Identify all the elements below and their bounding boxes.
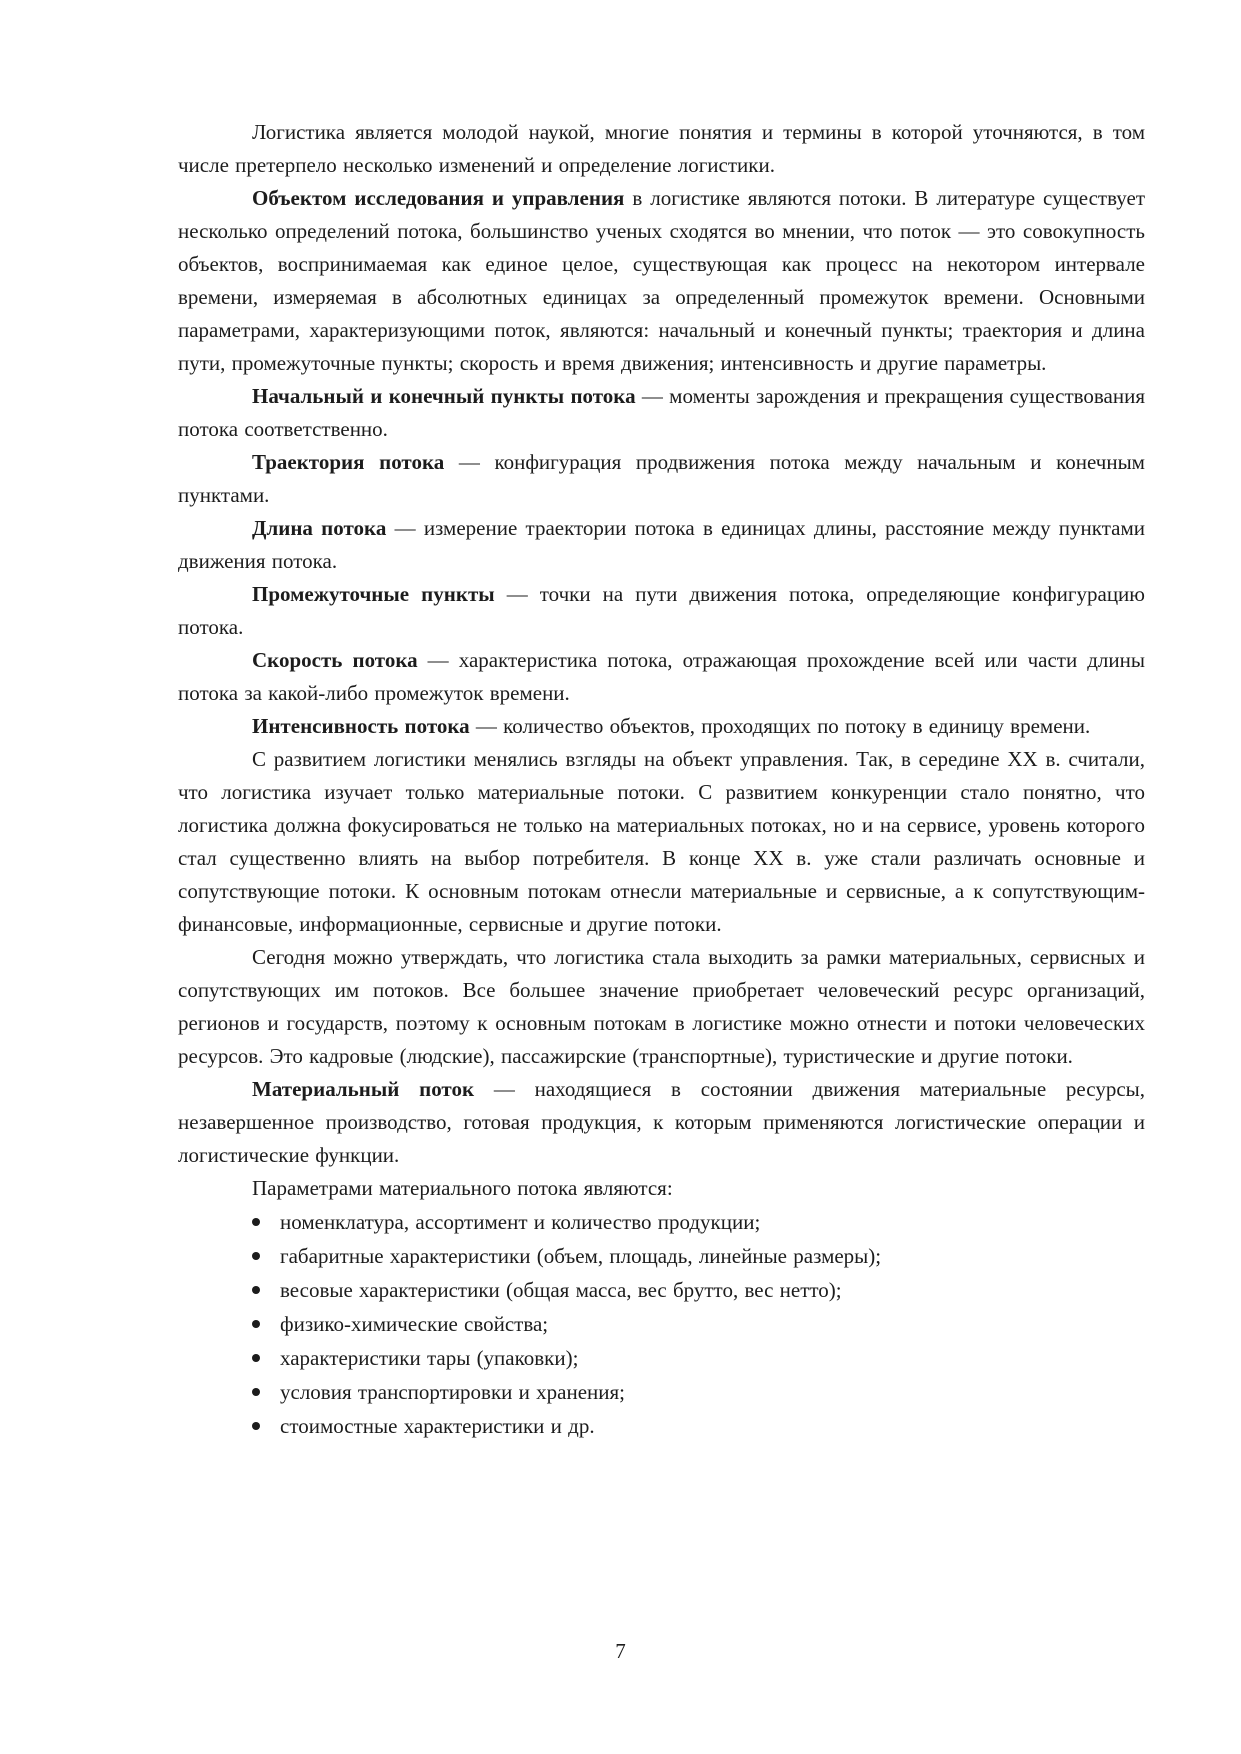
paragraph-text: С развитием логистики менялись взгляды на объект управления. Так, в середине XX в. считали, что логистика изучает только материальные потоки. С развитием конкуренции стало понятно, что логистика должна фокусироваться не только на материальных потоках, но и на сервисе, уровень которого стал существенно влиять на выбор потребителя. В конце XX в. уже стали различать основные и сопутствующие потоки. К основным потокам отнесли материальные и сервисные, а к сопутствующим- финансовые, информационные, сервисные и другие потоки. xyxy=(178,747,1145,936)
term-speed: Скорость потока xyxy=(252,648,418,672)
paragraph-speed xyxy=(178,644,1145,710)
paragraph-history xyxy=(178,743,1145,941)
paragraph-text: Сегодня можно утверждать, что логистика стала выходить за рамки материальных, сервисных и сопутствующих им потоков. Все большее значение приобретает человеческий ресурс организаций, регионов и государств, поэтому к основным потокам в логистике можно отнести и потоки человеческих ресурсов. Это кадровые (людские), пассажирские (транспортные), туристические и другие потоки. xyxy=(178,945,1145,1068)
list-item xyxy=(178,1205,1145,1239)
list-item xyxy=(178,1341,1145,1375)
paragraph-intro xyxy=(178,116,1145,182)
paragraph-text: — конфигурация продвижения потока между начальным и конечным пунктами. xyxy=(178,450,1145,507)
paragraph-text: в логистике являются потоки. В литературе существует несколько определений потока, большинство ученых сходятся во мнении, что поток — это совокупность объектов, воспринимаемая как единое целое, существующая как процесс на некотором интервале времени, измеряемая в абсолютных единицах за определенный промежуток времени. Основными параметрами, характеризующими поток, являются: начальный и конечный пункты; траектория и длина пути, промежуточные пункты; скорость и время движения; интенсивность и другие параметры. xyxy=(178,186,1146,375)
page-number: 7 xyxy=(615,1639,626,1663)
list-item xyxy=(178,1273,1145,1307)
bullet-icon xyxy=(252,1354,260,1362)
paragraph-material-flow xyxy=(178,1073,1145,1172)
paragraph-parameters-intro xyxy=(178,1172,1145,1205)
bullet-icon xyxy=(252,1388,260,1396)
paragraph-start-end-points xyxy=(178,380,1145,446)
list-item-text: весовые характеристики (общая масса, вес брутто, вес нетто); xyxy=(280,1278,842,1302)
paragraph-text: — измерение траектории потока в единицах длины, расстояние между пунктами движения потока. xyxy=(178,516,1145,573)
paragraph-text: — количество объектов, проходящих по потоку в единицу времени. xyxy=(469,714,1091,738)
bullet-icon xyxy=(252,1320,260,1328)
term-object-of-study: Объектом исследования и управления xyxy=(252,186,625,210)
bullet-icon xyxy=(252,1422,260,1430)
paragraph-text: — моменты зарождения и прекращения существования потока соответственно. xyxy=(178,384,1145,441)
term-material-flow: Материальный поток xyxy=(252,1077,475,1101)
paragraph-text: Логистика является молодой наукой, многие понятия и термины в которой уточняются, в том числе претерпело несколько изменений и определение логистики. xyxy=(178,120,1145,177)
bullet-icon xyxy=(252,1218,260,1226)
list-item-text: характеристики тары (упаковки); xyxy=(280,1346,579,1370)
paragraph-text: Параметрами материального потока являются: xyxy=(252,1176,673,1200)
list-item-text: физико-химические свойства; xyxy=(280,1312,549,1336)
paragraph-today xyxy=(178,941,1145,1073)
paragraph-text: — характеристика потока, отражающая прохождение всей или части длины потока за какой-либо промежуток времени. xyxy=(178,648,1145,705)
paragraph-object-of-study xyxy=(178,182,1145,380)
list-item xyxy=(178,1307,1145,1341)
list-item-text: номенклатура, ассортимент и количество продукции; xyxy=(280,1210,761,1234)
paragraph-intermediate-points xyxy=(178,578,1145,644)
paragraph-text: — находящиеся в состоянии движения материальные ресурсы, незавершенное производство, готовая продукция, к которым применяются логистические операции и логистические функции. xyxy=(178,1077,1145,1167)
paragraph-trajectory xyxy=(178,446,1145,512)
bullet-icon xyxy=(252,1286,260,1294)
paragraph-length xyxy=(178,512,1145,578)
term-intensity: Интенсивность потока xyxy=(252,714,470,738)
page-body xyxy=(178,116,1145,1443)
list-item xyxy=(178,1375,1145,1409)
paragraph-text: — точки на пути движения потока, определяющие конфигурацию потока. xyxy=(178,582,1145,639)
term-intermediate-points: Промежуточные пункты xyxy=(252,582,495,606)
term-start-end-points: Начальный и конечный пункты потока xyxy=(252,384,636,408)
paragraph-intensity xyxy=(178,710,1145,743)
list-item xyxy=(178,1409,1145,1443)
parameters-list xyxy=(178,1205,1145,1443)
term-trajectory: Траектория потока xyxy=(252,450,445,474)
term-length: Длина потока xyxy=(252,516,387,540)
list-item xyxy=(178,1239,1145,1273)
bullet-icon xyxy=(252,1252,260,1260)
list-item-text: стоимостные характеристики и др. xyxy=(280,1414,595,1438)
list-item-text: условия транспортировки и хранения; xyxy=(280,1380,625,1404)
list-item-text: габаритные характеристики (объем, площадь, линейные размеры); xyxy=(280,1244,882,1268)
